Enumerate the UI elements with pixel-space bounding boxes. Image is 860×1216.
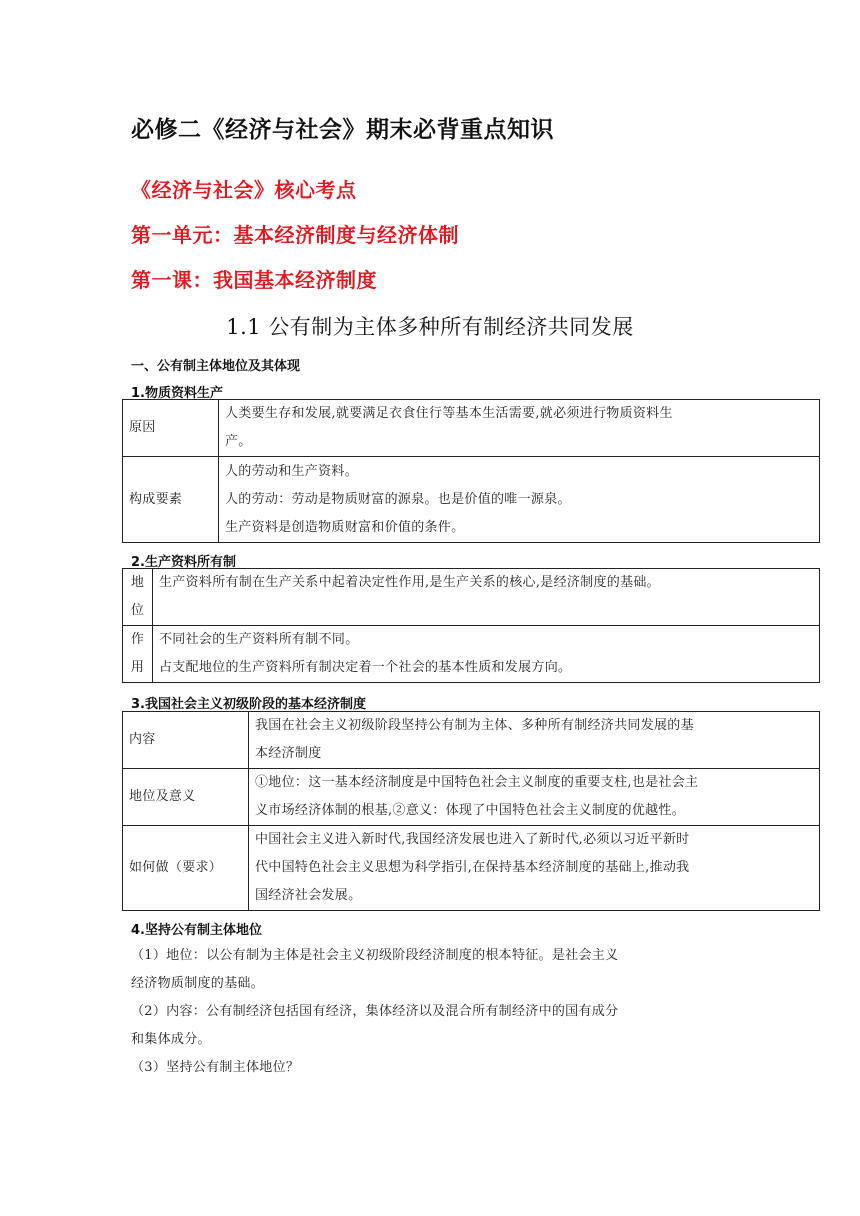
content-line: 国经济社会发展。: [255, 888, 362, 903]
basic-economic-system-table: [122, 711, 820, 911]
row-content: [219, 457, 820, 543]
label-char: 地: [130, 575, 145, 590]
row-content: [249, 769, 820, 826]
row-content: [249, 712, 820, 769]
document-title: 必修二《经济与社会》期末必背重点知识: [131, 117, 554, 143]
row-label: [123, 626, 153, 683]
lesson-heading: 第一课：我国基本经济制度: [131, 268, 377, 292]
label-char: 位: [130, 603, 145, 618]
paragraph-line: （1）地位：以公有制为主体是社会主义初级阶段经济制度的根本特征。是社会主义: [131, 948, 619, 963]
sub4-heading: 4.坚持公有制主体地位: [131, 923, 262, 938]
paragraph-line: （3）坚持公有制主体地位？: [131, 1060, 300, 1075]
paragraph: [131, 1054, 741, 1082]
row-label: 如何做（要求）: [123, 826, 249, 911]
part-one-heading: 一、公有制主体地位及其体现: [131, 359, 301, 374]
unit-heading: 第一单元：基本经济制度与经济体制: [131, 223, 459, 247]
row-content: [153, 569, 820, 626]
row-content: [219, 400, 820, 457]
content-line: 生产资料是创造物质财富和价值的条件。: [225, 519, 465, 535]
table-row: [123, 712, 820, 769]
content-line: ①地位：这一基本经济制度是中国特色社会主义制度的重要支柱,也是社会主: [255, 775, 699, 790]
paragraph-line: 和集体成分。: [131, 1032, 211, 1047]
content-line: 人类要生存和发展,就要满足衣食住行等基本生活需要,就必须进行物质资料生: [225, 406, 673, 421]
content-line: 生产资料所有制在生产关系中起着决定性作用,是生产关系的核心,是经济制度的基础。: [159, 575, 660, 590]
content-line: 产。: [225, 434, 252, 449]
content-line: 中国社会主义进入新时代,我国经济发展也进入了新时代,必须以习近平新时: [255, 832, 690, 847]
sub1-heading: 1.物质资料生产: [131, 386, 223, 401]
row-content: [249, 826, 820, 911]
label-char: 作: [130, 632, 145, 647]
content-line: 义市场经济体制的根基,②意义：体现了中国特色社会主义制度的优越性。: [255, 803, 686, 818]
content-line: 人的劳动和生产资料。: [225, 463, 359, 479]
material-production-table: [122, 399, 820, 543]
content-line: 本经济制度: [255, 746, 322, 761]
table-row: [123, 400, 820, 457]
paragraph-line: 经济物质制度的基础。: [131, 976, 265, 991]
label-char: 用: [130, 660, 145, 675]
sub3-heading: 3.我国社会主义初级阶段的基本经济制度: [131, 697, 366, 712]
table-row: [123, 457, 820, 543]
paragraph: [131, 942, 741, 998]
core-heading: 《经济与社会》核心考点: [131, 178, 357, 202]
row-label: [123, 569, 153, 626]
table-row: [123, 826, 820, 911]
table-row: [123, 769, 820, 826]
row-label: 地位及意义: [123, 769, 249, 826]
ownership-table: [122, 568, 820, 683]
content-line: 代中国特色社会主义思想为科学指引,在保持基本经济制度的基础上,推动我: [255, 860, 690, 875]
content-line: 占支配地位的生产资料所有制决定着一个社会的基本性质和发展方向。: [159, 660, 572, 675]
table-row: [123, 626, 820, 683]
section-title: 1.1 公有制为主体多种所有制经济共同发展: [226, 315, 634, 339]
content-line: 我国在社会主义初级阶段坚持公有制为主体、多种所有制经济共同发展的基: [255, 718, 694, 733]
row-label: 构成要素: [123, 457, 219, 543]
row-label: 原因: [123, 400, 219, 457]
content-line: 人的劳动：劳动是物质财富的源泉。也是价值的唯一源泉。: [225, 491, 571, 507]
paragraph: [131, 998, 741, 1054]
row-label: 内容: [123, 712, 249, 769]
sub2-heading: 2.生产资料所有制: [131, 555, 236, 570]
table-row: [123, 569, 820, 626]
row-content: [153, 626, 820, 683]
content-line: 不同社会的生产资料所有制不同。: [159, 632, 359, 647]
paragraph-line: （2）内容：公有制经济包括国有经济，集体经济以及混合所有制经济中的国有成分: [131, 1004, 619, 1019]
